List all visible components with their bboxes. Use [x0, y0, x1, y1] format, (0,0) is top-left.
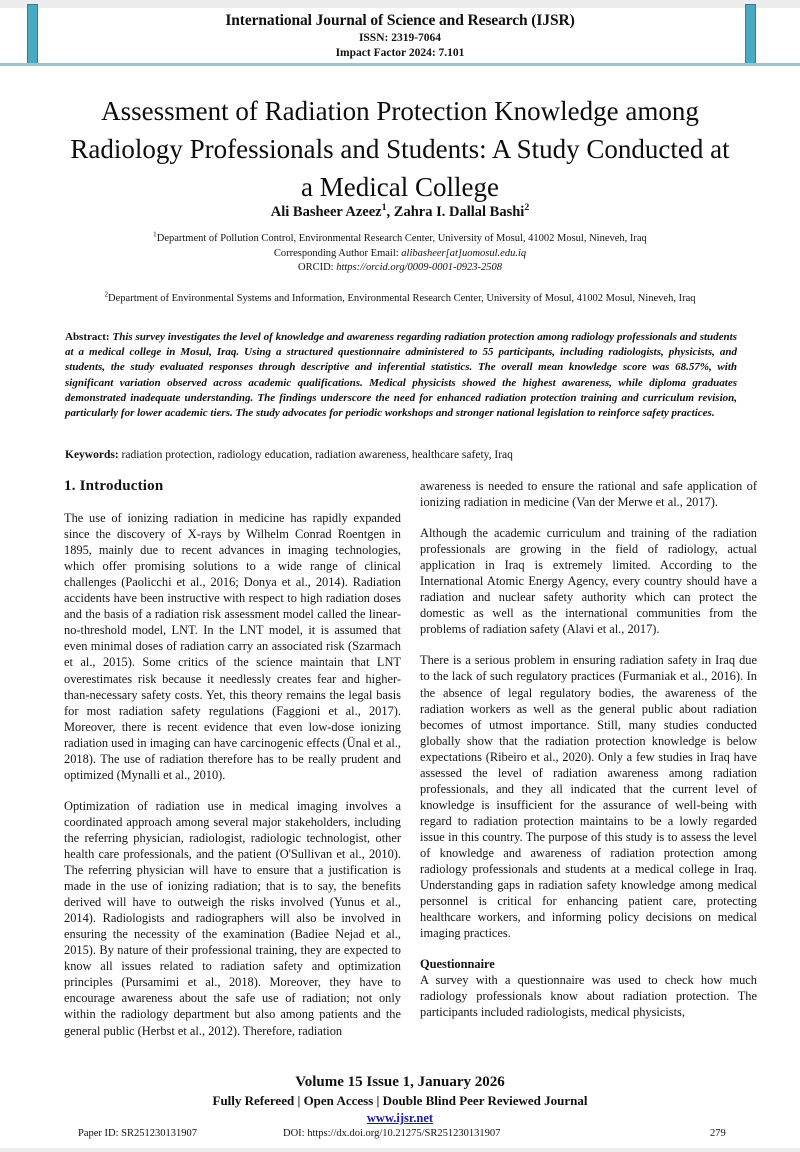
- abstract-section: [65, 330, 737, 421]
- keywords-text: radiation protection, radiology education, radiation awareness, healthcare safety, Iraq: [121, 449, 513, 461]
- affiliation-2: Department of Environmental Systems and Information, Environmental Research Center, University of Mosul, 41002 Mosul, Nineveh, Iraq: [108, 293, 696, 304]
- corresponding-author: [55, 247, 745, 262]
- paragraph: A survey with a questionnaire was used to check how much radiology professionals know about radiation protection. The participants included radiologists, medical physicists,: [420, 973, 757, 1020]
- doi-link[interactable]: DOI: https://dx.doi.org/10.21275/SR251230131907: [283, 1128, 501, 1139]
- decorative-bar-left: [27, 4, 38, 64]
- body-column-right: [420, 478, 757, 1020]
- journal-title: International Journal of Science and Research (IJSR): [225, 12, 575, 29]
- affiliation-block-2: $^2$Department of Environmental Systems and Information, Environmental Research Center, University of Mosul, 41002 Mosul, Nineveh, Iraq: [104, 290, 696, 304]
- decorative-bar-right: [745, 4, 756, 64]
- orcid-line: [55, 261, 745, 276]
- corresponding-label: Corresponding Author Email:: [273, 247, 399, 259]
- affiliation-block-1: [55, 232, 745, 276]
- keywords-section: [65, 448, 737, 463]
- paper-id: Paper ID: SR251230131907: [78, 1128, 197, 1139]
- header-divider: [0, 63, 800, 66]
- body-column-left: [64, 478, 401, 1054]
- top-strip: [0, 0, 800, 8]
- paragraph: The use of ionizing radiation in medicine has rapidly expanded since the discovery of X-rays by Wilhelm Conrad Roentgen in 1895, mainly due to recent advances in imaging technologies, which offer promising solutions to a wide range of clinical challenges (Paolicchi et al., 2016; Donya et al., 2014). Radiation accidents have been instructive with respect to high radiation doses and the basis of a radiation risk assessment model called the linear-no-threshold model, LNT. In the LNT model, it is assumed that even minimal doses of radiation carry an associated risk (Szarmach et al., 2015). Some critics of the science maintain that LNT overestimates risk because it needlessly creates fear and higher-than-necessary safety costs. Yet, this theory remains the legal basis for most radiation safety regulations (Faggioni et al., 2017). Moreover, there is recent evidence that even low-dose ionizing radiation used in imaging can have carcinogenic effects (Ünal et al., 2018). The use of radiation therefore has to be really prudent and optimized (Mynalli et al., 2010).: [64, 511, 401, 782]
- journal-header: [0, 8, 800, 63]
- author-list: [65, 202, 735, 222]
- journal-issn: ISSN: 2319-7064: [358, 32, 442, 44]
- journal-impact-factor: Impact Factor 2024: 7.101: [335, 47, 465, 59]
- footer-block: [0, 1072, 800, 1127]
- abstract-text: This survey investigates the level of knowledge and awareness regarding radiation protection among radiology professionals and students at a medical college in Mosul, Iraq. Using a structured questionnaire administered to 55 participants, including radiologists, physicists, and students, the study evaluated responses through descriptive and inferential statistics. The overall mean knowledge score was 68.57%, with significant variation observed across academic qualifications. Medical physicists showed the highest awareness, while diploma graduates demonstrated inadequate understanding. The findings underscore the need for enhanced radiation protection training and curriculum revision, particularly for lower academic tiers. The study advocates for periodic workshops and stronger national legislation to reinforce safety practices.: [65, 331, 738, 420]
- page-number: 279: [710, 1128, 726, 1139]
- paragraph: Although the academic curriculum and training of the radiation professionals are growing in the field of radiology, actual application in Iraq is extremely limited. According to the International Atomic Energy Agency, every country should have a radiation and nuclear safety authority which can protect the domestic as well as the international communities from the problems of radiation safety (Alavi et al., 2017).: [420, 526, 757, 637]
- footer-meta: [0, 1128, 800, 1144]
- paragraph: awareness is needed to ensure the rational and safe application of ionizing radiation in medicine (Van der Merwe et al., 2017).: [420, 479, 757, 510]
- section-heading-introduction: 1. Introduction: [64, 478, 164, 494]
- abstract-label: Abstract:: [65, 331, 110, 343]
- author-names: Ali Basheer Azeez$^1$, Zahra I. Dallal Bashi$^2$: [270, 202, 530, 220]
- orcid-label: ORCID:: [298, 262, 334, 273]
- page-title: Assessment of Radiation Protection Knowledge among Radiology Professionals and Students: A Study Conducted at a Medical College: [70, 96, 730, 203]
- affiliation-1: $^1$Department of Pollution Control, Environmental Research Center, University of Mosul, 41002 Mosul, Nineveh, Iraq: [153, 230, 647, 244]
- paragraph: Optimization of radiation use in medical imaging involves a coordinated approach among several major stakeholders, including the referring physician, radiologist, radiologic technologist, other health care professionals, and the patient (O'Sullivan et al., 2010). The referring physician will have to ensure that a justification is made in the use of ionizing radiation; that is to say, the benefits derived will have to outweigh the risks involved (Yunus et al., 2014). Radiologists and radiographers will also be involved in ensuring the necessity of the examination (Badiee Nejad et al., 2015). By nature of their professional training, they are expected to know all issues related to radiation safety and optimization principles (Pursamimi et al., 2018). Moreover, they have to encourage awareness about the safe use of radiation; not only within the radiology department but also among patients and the general public (Herbst et al., 2012). Therefore, radiation: [64, 798, 401, 1038]
- subsection-heading-questionnaire: Questionnaire: [420, 957, 495, 972]
- orcid-link[interactable]: https://orcid.org/0009-0001-0923-2508: [336, 262, 502, 273]
- footer-url-link[interactable]: www.ijsr.net: [366, 1111, 434, 1125]
- footer-strip: [0, 1148, 800, 1152]
- corresponding-email[interactable]: alibasheer[at]uomosul.edu.iq: [401, 247, 527, 259]
- footer-tagline: Fully Refereed | Open Access | Double Blind Peer Reviewed Journal: [212, 1093, 588, 1108]
- footer-volume: Volume 15 Issue 1, January 2026: [295, 1074, 505, 1090]
- paragraph: There is a serious problem in ensuring radiation safety in Iraq due to the lack of such regulatory practices (Furmaniak et al., 2016). In the absence of legal regulatory bodies, the awareness of the radiation workers as well as the general public about radiation becomes of utmost importance. Still, many studies conducted globally show that the radiation protection knowledge is below expectations (Ribeiro et al., 2020). Only a few studies in Iraq have assessed the level of radiation awareness among radiation professionals, and they all indicated that the current level of knowledge is insufficient for the assurance of well-being with regard to radiation protection maintains to be a lowly regarded issue in this country. The purpose of this study is to assess the level of knowledge and awareness of radiation protection among radiology professionals and students at a medical college in Iraq. Understanding gaps in radiation safety knowledge among medical personnel is critical for enhancing patient care, protecting healthcare workers, and informing policy decisions on medical imaging practices.: [420, 653, 757, 941]
- keywords-label: Keywords:: [65, 449, 119, 461]
